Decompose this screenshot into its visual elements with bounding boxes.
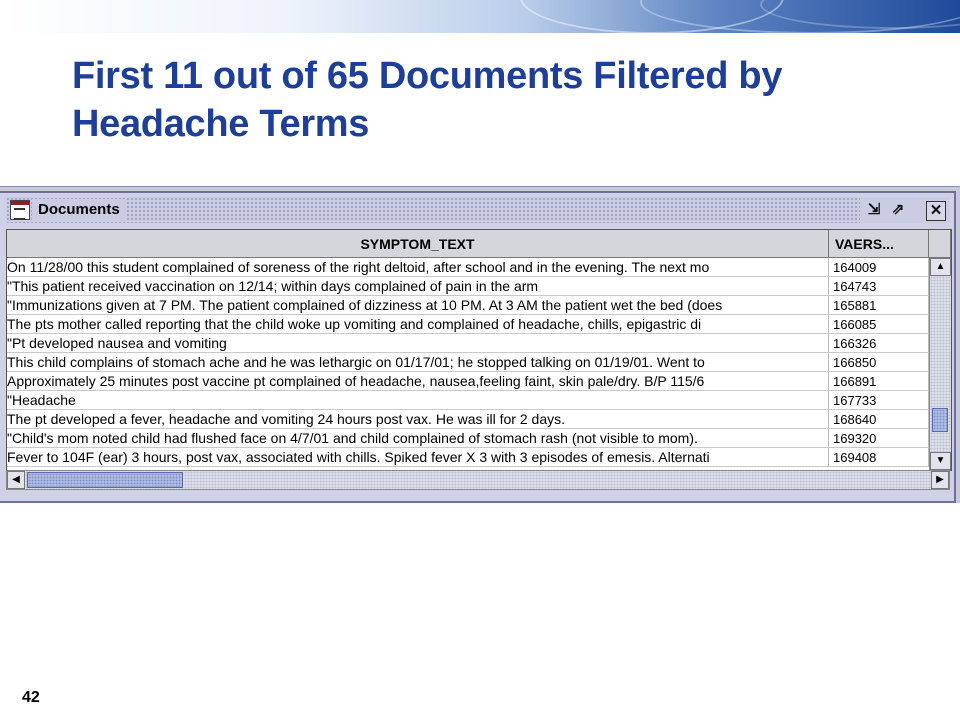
table-row[interactable] [7, 296, 929, 315]
symptom-text-cell[interactable]: This child complains of stomach ache and he was lethargic on 01/17/01; he stopped talking on 01/19/01. Went to [7, 353, 829, 371]
header-banner [0, 0, 960, 33]
scroll-right-icon[interactable]: ▶ [931, 471, 949, 489]
table-row[interactable] [7, 258, 929, 277]
column-header-symptom-text[interactable]: SYMPTOM_TEXT [7, 230, 829, 258]
table-body [7, 258, 929, 467]
window-titlebar[interactable] [6, 197, 950, 223]
table-row[interactable] [7, 372, 929, 391]
horizontal-scroll-thumb[interactable] [27, 472, 183, 488]
maximize-icon[interactable]: ⇗ [891, 201, 905, 218]
vaers-id-cell[interactable]: 166085 [829, 315, 929, 333]
minimize-icon[interactable]: ⇲ [867, 201, 881, 218]
scroll-up-icon[interactable]: ▲ [930, 258, 951, 276]
vaers-id-cell[interactable]: 164009 [829, 258, 929, 276]
table-row[interactable] [7, 429, 929, 448]
slide-number: 42 [22, 689, 40, 706]
documents-table [6, 229, 952, 471]
vaers-id-cell[interactable]: 166326 [829, 334, 929, 352]
scroll-left-icon[interactable]: ◀ [7, 471, 25, 489]
table-row[interactable] [7, 448, 929, 467]
symptom-text-cell[interactable]: The pt developed a fever, headache and vomiting 24 hours post vax. He was ill for 2 days. [7, 410, 829, 428]
table-row[interactable] [7, 315, 929, 334]
table-row[interactable] [7, 334, 929, 353]
symptom-text-cell[interactable]: "Pt developed nausea and vomiting [7, 334, 829, 352]
symptom-text-cell[interactable]: Fever to 104F (ear) 3 hours, post vax, associated with chills. Spiked fever X 3 with 3 episodes of emesis. Alternati [7, 448, 829, 466]
symptom-text-cell[interactable]: "Child's mom noted child had flushed face on 4/7/01 and child complained of stomach rash (not visible to mom). [7, 429, 829, 447]
symptom-text-cell[interactable]: On 11/28/00 this student complained of soreness of the right deltoid, after school and in the evening. The next mo [7, 258, 829, 276]
symptom-text-cell[interactable]: "Headache [7, 391, 829, 409]
vaers-id-cell[interactable]: 165881 [829, 296, 929, 314]
table-row[interactable] [7, 353, 929, 372]
table-corner [929, 230, 951, 258]
close-icon[interactable]: ✕ [926, 201, 946, 221]
symptom-text-cell[interactable]: "This patient received vaccination on 12/14; within days complained of pain in the arm [7, 277, 829, 295]
vertical-scrollbar[interactable] [929, 258, 951, 470]
vaers-id-cell[interactable]: 166891 [829, 372, 929, 390]
scroll-down-icon[interactable]: ▼ [930, 452, 951, 470]
document-icon [10, 200, 30, 220]
table-row[interactable] [7, 410, 929, 429]
horizontal-scrollbar[interactable] [6, 470, 950, 490]
vaers-id-cell[interactable]: 164743 [829, 277, 929, 295]
window-controls [860, 197, 950, 223]
table-row[interactable] [7, 391, 929, 410]
vaers-id-cell[interactable]: 166850 [829, 353, 929, 371]
symptom-text-cell[interactable]: The pts mother called reporting that the child woke up vomiting and complained of headache, chills, epigastric di [7, 315, 829, 333]
vaers-id-cell[interactable]: 169408 [829, 448, 929, 466]
slide-title: First 11 out of 65 Documents Filtered by Headache Terms [72, 55, 783, 145]
symptom-text-cell[interactable]: "Immunizations given at 7 PM. The patient complained of dizziness at 10 PM. At 3 AM the patient wet the bed (does [7, 296, 829, 314]
table-row[interactable] [7, 277, 929, 296]
documents-window [0, 186, 960, 503]
documents-window-frame [0, 191, 956, 503]
vaers-id-cell[interactable]: 169320 [829, 429, 929, 447]
column-header-vaers[interactable]: VAERS... [829, 230, 929, 258]
vertical-scroll-thumb[interactable] [932, 408, 948, 432]
vaers-id-cell[interactable]: 167733 [829, 391, 929, 409]
window-title: Documents [32, 199, 126, 221]
symptom-text-cell[interactable]: Approximately 25 minutes post vaccine pt complained of headache, nausea,feeling faint, skin pale/dry. B/P 115/6 [7, 372, 829, 390]
vaers-id-cell[interactable]: 168640 [829, 410, 929, 428]
